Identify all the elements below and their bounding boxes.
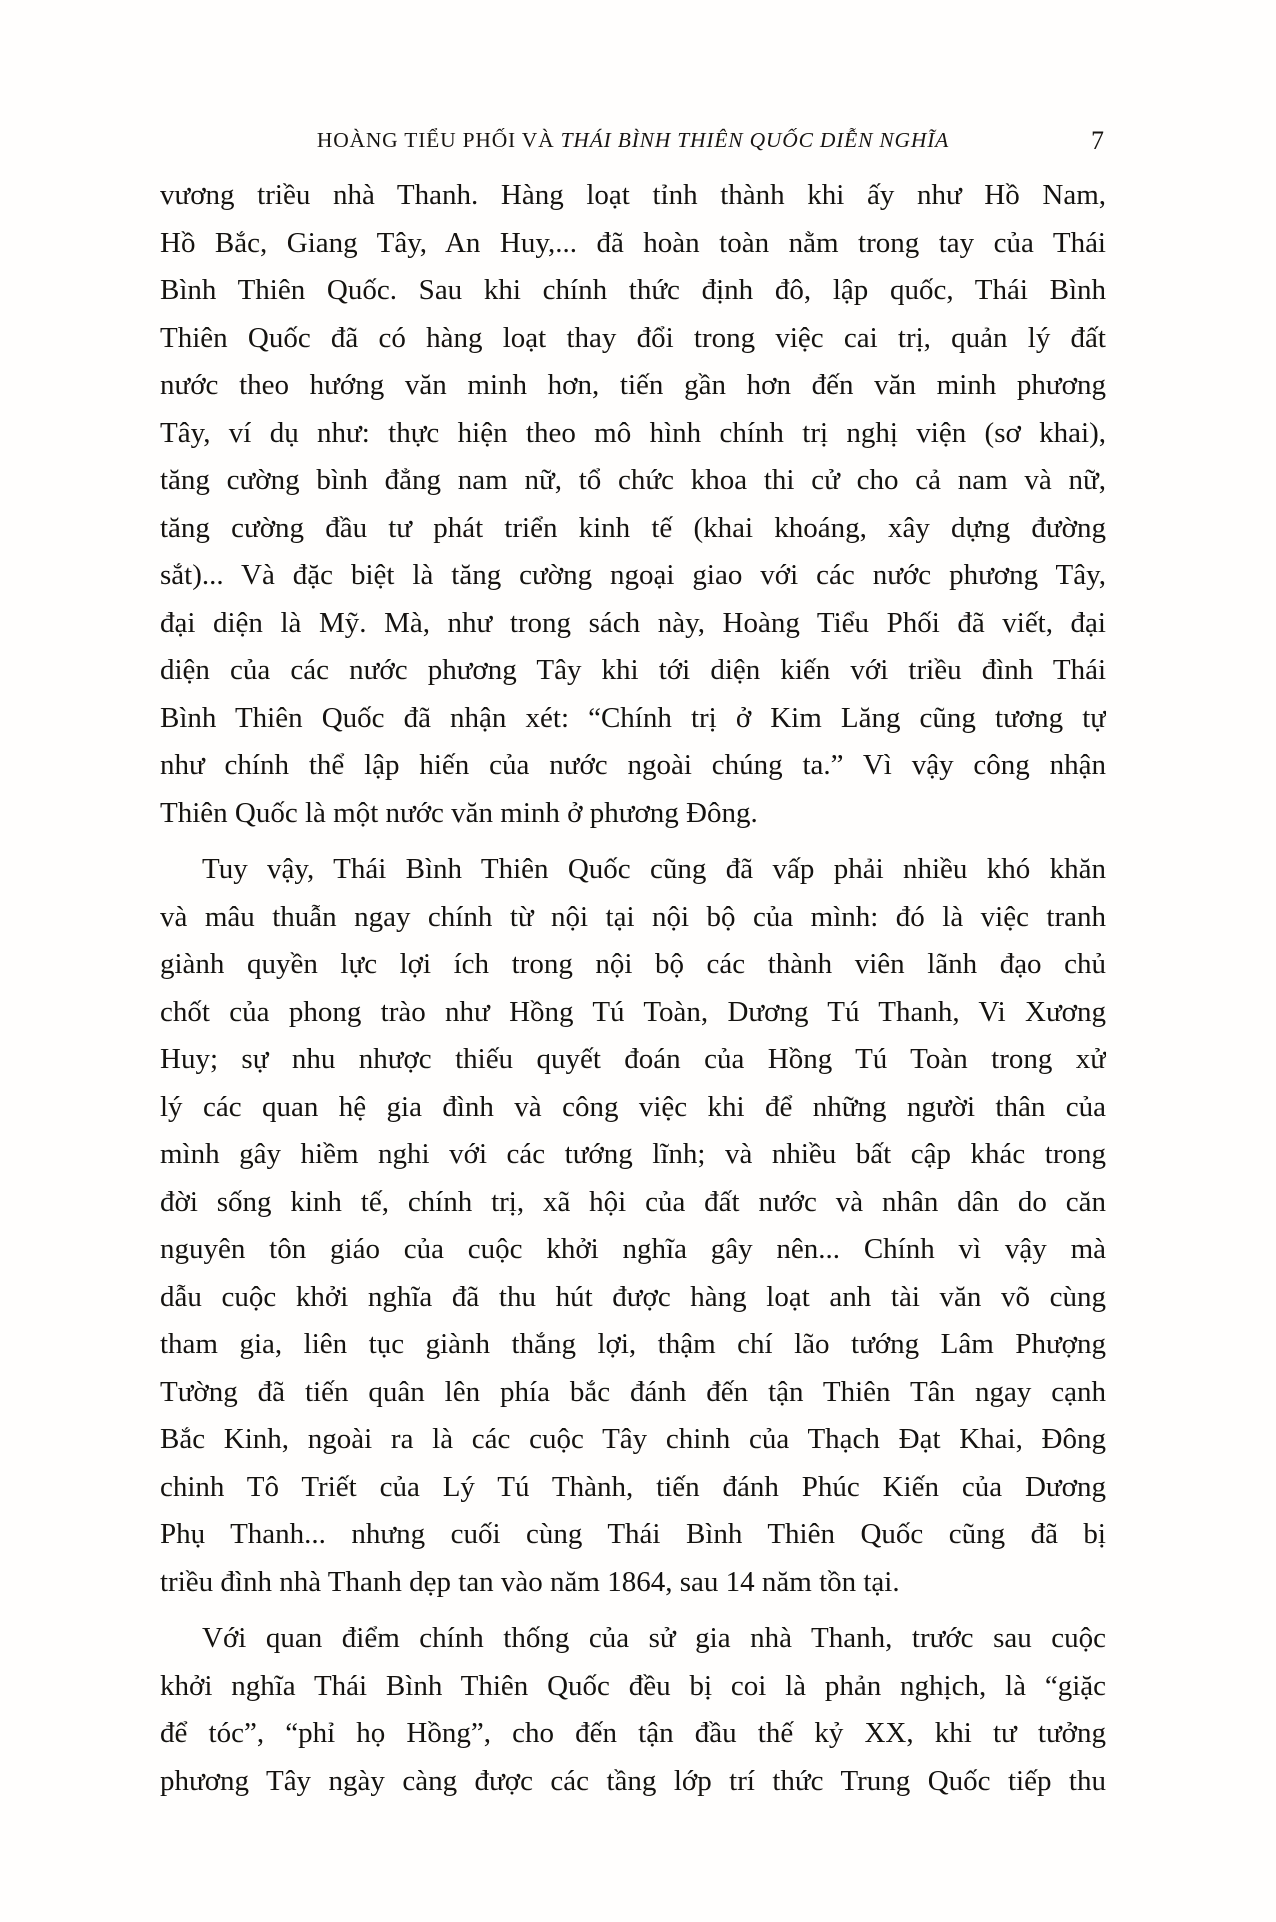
text-line: phương Tây ngày càng được các tầng lớp trí thức Trung Quốc tiếp thu (160, 1764, 1106, 1797)
text-line: tăng cường đầu tư phát triển kinh tế (khai khoáng, xây dựng đường (160, 511, 1106, 544)
text-line: Huy; sự nhu nhược thiếu quyết đoán của Hồng Tú Toàn trong xử (160, 1043, 1106, 1075)
text-column (160, 128, 1106, 1805)
text-line: đời sống kinh tế, chính trị, xã hội của đất nước và nhân dân do căn (160, 1185, 1106, 1218)
text-line: sắt)... Và đặc biệt là tăng cường ngoại giao với các nước phương Tây, (160, 559, 1106, 591)
text-line: tham gia, liên tục giành thắng lợi, thậm chí lão tướng Lâm Phượng (160, 1328, 1106, 1360)
page-number: 7 (1091, 126, 1104, 155)
paragraph (160, 1615, 1106, 1805)
running-header-author: HOÀNG TIỂU PHỐI VÀ (316, 128, 561, 152)
text-line: Thiên Quốc là một nước văn minh ở phương Đông. (160, 796, 758, 829)
text-line: Phụ Thanh... nhưng cuối cùng Thái Bình Thiên Quốc cũng đã bị (160, 1518, 1106, 1550)
text-line: khởi nghĩa Thái Bình Thiên Quốc đều bị coi là phản nghịch, là “giặc (160, 1669, 1106, 1702)
text-line: vương triều nhà Thanh. Hàng loạt tỉnh thành khi ấy như Hồ Nam, (160, 179, 1106, 211)
text-line: nước theo hướng văn minh hơn, tiến gần hơn đến văn minh phương (160, 369, 1106, 401)
text-line: Bình Thiên Quốc. Sau khi chính thức định đô, lập quốc, Thái Bình (160, 274, 1106, 306)
text-line: lý các quan hệ gia đình và công việc khi để những người thân của (160, 1090, 1106, 1123)
text-line: Bắc Kinh, ngoài ra là các cuộc Tây chinh của Thạch Đạt Khai, Đông (160, 1423, 1106, 1455)
paragraph (160, 172, 1106, 837)
text-line: giành quyền lực lợi ích trong nội bộ các thành viên lãnh đạo chủ (160, 948, 1106, 980)
text-line: đại diện là Mỹ. Mà, như trong sách này, Hoàng Tiểu Phối đã viết, đại (160, 606, 1106, 639)
text-line: và mâu thuẫn ngay chính từ nội tại nội bộ của mình: đó là việc tranh (160, 900, 1106, 933)
body-text (160, 172, 1106, 1805)
text-line: mình gây hiềm nghi với các tướng lĩnh; và nhiều bất cập khác trong (160, 1138, 1106, 1170)
text-line: để tóc”, “phỉ họ Hồng”, cho đến tận đầu thế kỷ XX, khi tư tưởng (160, 1717, 1106, 1749)
text-line: Bình Thiên Quốc đã nhận xét: “Chính trị ở Kim Lăng cũng tương tự (160, 701, 1106, 734)
text-line: như chính thể lập hiến của nước ngoài chúng ta.” Vì vậy công nhận (160, 749, 1106, 781)
text-line: Với quan điểm chính thống của sử gia nhà Thanh, trước sau cuộc (202, 1622, 1106, 1654)
text-line: dẫu cuộc khởi nghĩa đã thu hút được hàng loạt anh tài văn võ cùng (160, 1280, 1106, 1313)
text-line: diện của các nước phương Tây khi tới diện kiến với triều đình Thái (160, 654, 1106, 686)
text-line: chốt của phong trào như Hồng Tú Toàn, Dương Tú Thanh, Vi Xương (160, 995, 1106, 1028)
text-line: Hồ Bắc, Giang Tây, An Huy,... đã hoàn toàn nằm trong tay của Thái (160, 226, 1106, 259)
paragraph (160, 846, 1106, 1606)
text-line: Thiên Quốc đã có hàng loạt thay đổi trong việc cai trị, quản lý đất (160, 321, 1106, 354)
text-line: triều đình nhà Thanh dẹp tan vào năm 1864, sau 14 năm tồn tại. (160, 1565, 900, 1598)
text-line: chinh Tô Triết của Lý Tú Thành, tiến đánh Phúc Kiến của Dương (160, 1470, 1106, 1503)
text-line: nguyên tôn giáo của cuộc khởi nghĩa gây nên... Chính vì vậy mà (160, 1233, 1106, 1265)
text-line: tăng cường bình đẳng nam nữ, tổ chức khoa thi cử cho cả nam và nữ, (160, 464, 1106, 496)
text-line: Tường đã tiến quân lên phía bắc đánh đến tận Thiên Tân ngay cạnh (160, 1375, 1106, 1408)
running-header-book-title: THÁI BÌNH THIÊN QUỐC DIỄN NGHĨA (560, 128, 950, 152)
text-line: Tuy vậy, Thái Bình Thiên Quốc cũng đã vấp phải nhiều khó khăn (202, 853, 1106, 885)
text-line: Tây, ví dụ như: thực hiện theo mô hình chính trị nghị viện (sơ khai), (160, 416, 1106, 449)
running-header (160, 128, 1106, 162)
